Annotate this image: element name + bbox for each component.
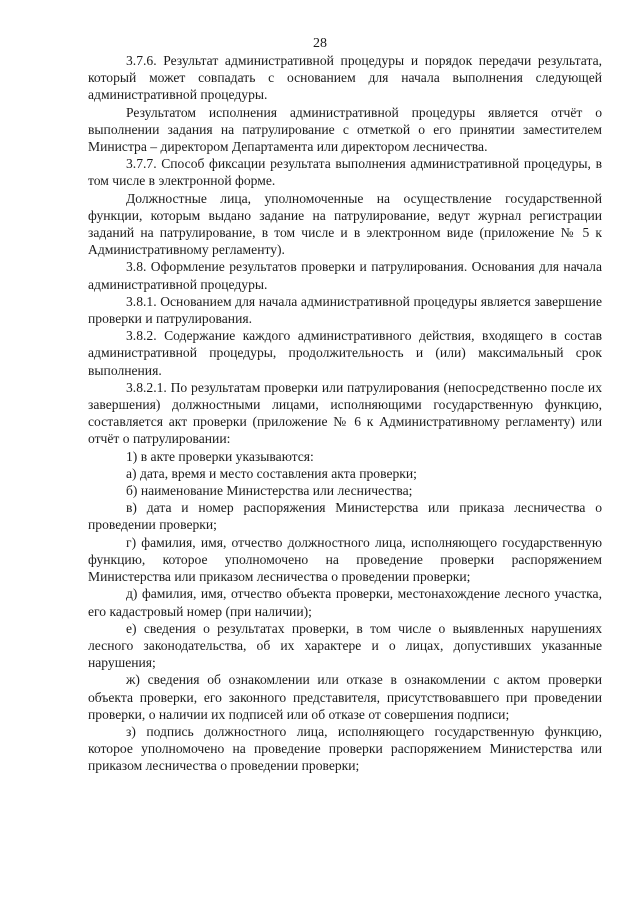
paragraph-result-report: Результатом исполнения административной процедуры является отчёт о выполнении задания на патрулирование с отметкой о его принятии заместителем Министра – директором Департамента или директором лесничества. xyxy=(88,104,602,155)
paragraph-3-8: 3.8. Оформление результатов проверки и патрулирования. Основания для начала административной процедуры. xyxy=(88,259,602,292)
list-item-g: г) фамилия, имя, отчество должностного лица, исполняющего государственную функцию, которое уполномочено на проведение проверки распоряжением Министерства или приказом лесничества о проведении проверки; xyxy=(88,534,602,585)
paragraph-3-8-2: 3.8.2. Содержание каждого административного действия, входящего в состав административной процедуры, продолжительность и (или) максимальный срок выполнения. xyxy=(88,328,602,378)
list-item-e: е) сведения о результатах проверки, в том числе о выявленных нарушениях лесного законодательства, об их характере и о лицах, допустивших указанные нарушения; xyxy=(88,620,602,671)
paragraph-3-8-2-1: 3.8.2.1. По результатам проверки или патрулирования (непосредственно после их завершения) должностными лицами, исполняющими государственную функцию, составляется акт проверки (приложение № 6 к Административному регламенту) или отчёт о патрулировании: xyxy=(88,379,602,447)
list-item-1: 1) в акте проверки указываются: xyxy=(126,448,314,464)
page-number: 28 xyxy=(313,36,327,51)
list-item-b: б) наименование Министерства или лесничества; xyxy=(126,483,413,499)
list-item-z: з) подпись должностного лица, исполняющего государственную функцию, которое уполномочено на проведение проверки распоряжением Министерства или приказом лесничества о проведении проверки; xyxy=(88,723,602,774)
paragraph-3-8-1: 3.8.1. Основанием для начала административной процедуры является завершение проверки и патрулирования. xyxy=(88,293,602,327)
list-item-zh: ж) сведения об ознакомлении или отказе в ознакомлении с актом проверки объекта проверки, его законного представителя, присутствовавшего при проведении проверки, о наличии их подписей или об отказе от совершения подписи; xyxy=(88,672,602,722)
document-body xyxy=(88,52,602,775)
list-item-v: в) дата и номер распоряжения Министерства или приказа лесничества о проведении проверки; xyxy=(88,500,602,533)
paragraph-3-7-7: 3.7.7. Способ фиксации результата выполнения административной процедуры, в том числе в электронной форме. xyxy=(88,156,602,189)
list-item-d: д) фамилия, имя, отчество объекта проверки, местонахождение лесного участка, его кадастровый номер (при наличии); xyxy=(88,586,602,619)
paragraph-3-7-6: 3.7.6. Результат административной процедуры и порядок передачи результата, который может совпадать с основанием для начала выполнения следующей административной процедуры. xyxy=(88,53,602,103)
paragraph-journal: Должностные лица, уполномоченные на осуществление государственной функции, которым выдано задание на патрулирование, ведут журнал регистрации заданий на патрулирование, в том числе и в электронном виде (приложение № 5 к Административному регламенту). xyxy=(88,190,602,258)
list-item-a: а) дата, время и место составления акта проверки; xyxy=(126,465,417,481)
